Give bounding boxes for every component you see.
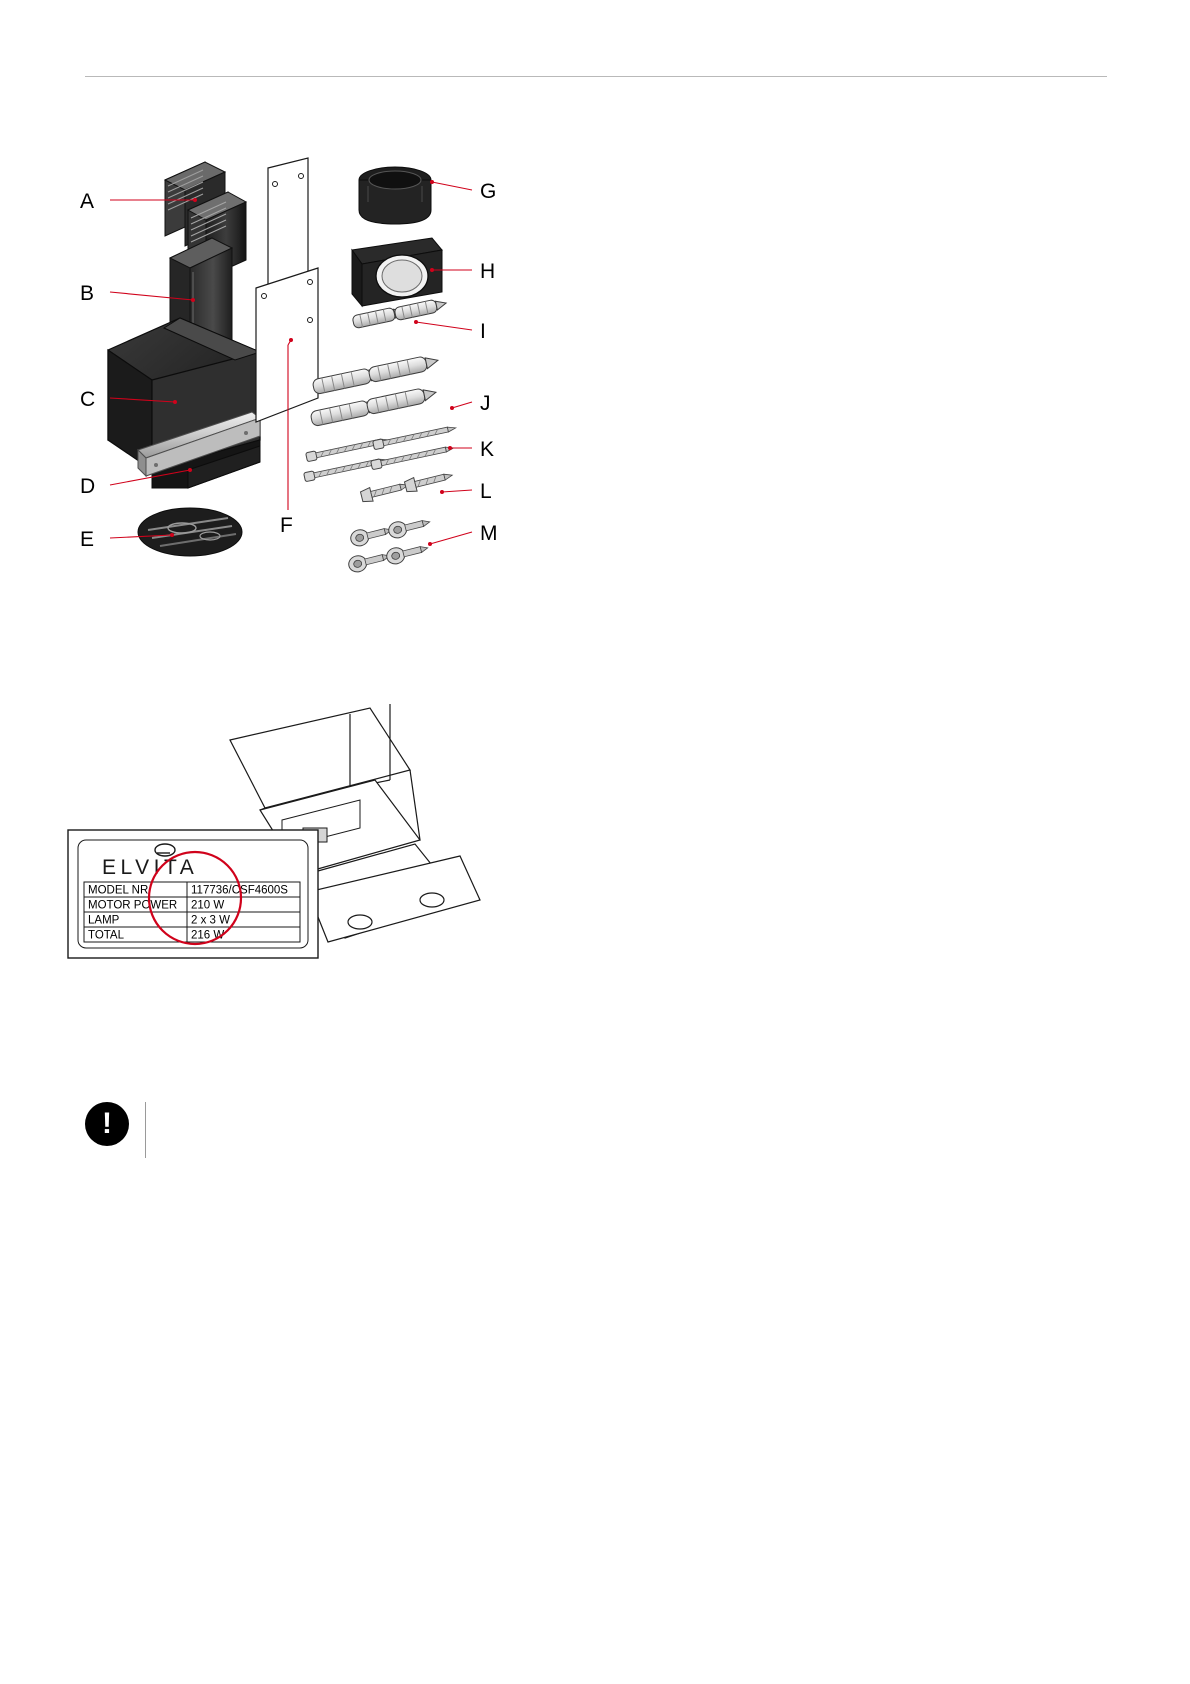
- part-label-h: H: [480, 260, 496, 283]
- plate-row-value-2: 2 x 3 W: [191, 914, 230, 927]
- brand-name: ELVITA: [102, 856, 199, 879]
- part-k-long-screws: [304, 423, 457, 481]
- rating-plate-figure: [60, 660, 620, 1000]
- rating-plate-label: [68, 830, 318, 958]
- plate-row-value-1: 210 W: [191, 899, 225, 912]
- part-label-b: B: [80, 282, 95, 305]
- part-f-wall-plate: [256, 158, 318, 422]
- note-divider: [145, 1102, 146, 1158]
- part-g-duct-collar: [359, 167, 431, 224]
- part-e-grease-filter: [138, 508, 242, 556]
- part-label-j: J: [480, 392, 491, 415]
- header-divider: [85, 76, 1107, 77]
- exclamation-icon: !: [85, 1102, 129, 1146]
- part-label-m: M: [480, 522, 498, 545]
- part-label-l: L: [480, 480, 492, 503]
- note-block: [85, 1102, 164, 1160]
- part-label-c: C: [80, 388, 96, 411]
- part-m-washer-screws: [347, 514, 432, 574]
- plate-row-label-2: LAMP: [88, 914, 120, 927]
- part-label-a: A: [80, 190, 95, 213]
- part-label-k: K: [480, 438, 495, 461]
- part-label-f: F: [280, 514, 293, 537]
- part-label-i: I: [480, 320, 486, 343]
- plate-row-label-1: MOTOR POWER: [88, 899, 178, 912]
- part-h-duct-adapter: [352, 238, 442, 306]
- part-label-e: E: [80, 528, 95, 551]
- exploded-parts-figure: [60, 140, 620, 610]
- plate-row-label-0: MODEL NR: [88, 884, 149, 897]
- part-label-d: D: [80, 475, 96, 498]
- part-j-wall-plugs-large: [310, 353, 440, 426]
- part-label-g: G: [480, 180, 497, 203]
- plate-row-value-3: 216 W: [191, 929, 225, 942]
- plate-row-value-0: 117736/CSF4600S: [191, 884, 288, 897]
- part-l-short-screws: [360, 468, 454, 503]
- plate-row-label-3: TOTAL: [88, 929, 124, 942]
